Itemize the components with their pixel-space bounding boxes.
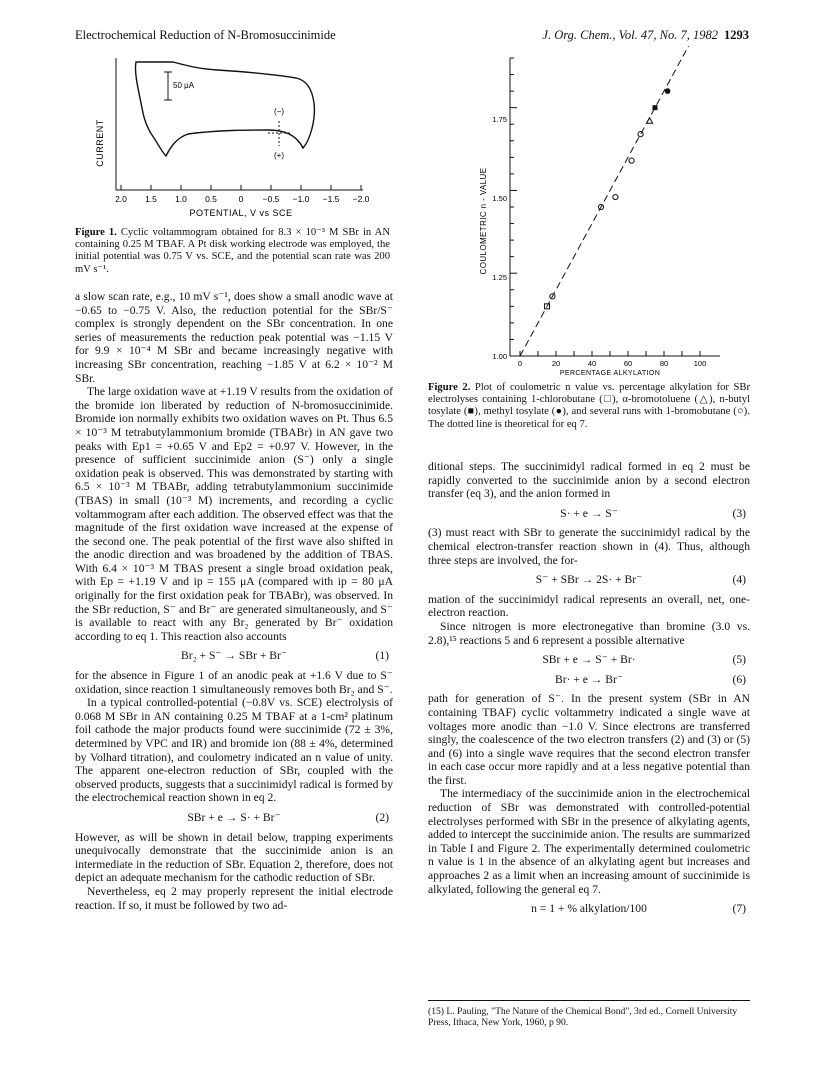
footnote-15: (15) L. Pauling, "The Nature of the Chemical Bond", 3rd ed., Cornell University Press, Ithaca, New York, 1960, p 90.: [428, 1006, 738, 1028]
right-paragraph: The intermediacy of the succinimide anion in the electrochemical reduction of SBr was demonstrated with controlled-potential electrolyses performed with SBr in the presence of alkylating agents, added to intercept the succinimide anion. The results are summarized in Table I and Figure 2. The experimentally determined coulometric n value is 1 in the absence of an alkylating agent but increases and approaches 2 as a limit when an increasing amount of succinimide is alkylated, following the general eq 7.: [428, 787, 750, 896]
fig1-xtick-label: −1.0: [292, 194, 310, 204]
equation-number: (3): [732, 506, 746, 520]
right-column: [428, 460, 750, 922]
right-paragraph: (3) must react with SBr to generate the succinimidyl radical by the chemical electron-transfer reaction shown in (4). Thus, although three steps are involved, the for-: [428, 526, 750, 567]
fig2-xtick-label: 80: [659, 359, 669, 368]
equation-4: [428, 573, 750, 587]
fig2-xtick-label: 20: [551, 359, 561, 368]
fig2-point-1-bromobutane: [629, 158, 634, 163]
fig1-label-plus: (+): [274, 151, 284, 160]
fig1-scale-label: 50 μA: [173, 81, 195, 90]
equation-6: [428, 673, 750, 687]
fig1-xtick-label: −1.5: [322, 194, 340, 204]
left-paragraph: for the absence in Figure 1 of an anodic peak at +1.6 V due to S⁻ oxidation, since reaction 1 simultaneously removes both Br₂ and S⁻.: [75, 669, 393, 696]
figure-2-scatter-plot: [470, 46, 740, 376]
left-paragraph: The large oxidation wave at +1.19 V results from the oxidation of the bromide ion liberated by reduction of N-bromosuccinimide. Bromide ion normally exhibits two oxidation waves on Pt. Thus 6.5 × 10⁻³ M tetrabutylammonium bromide (TBABr) in AN gave two peaks with Ep1 = +0.65 V and Ep2 = +0.97 V. However, in the presence of sufficient succinimide anion (S⁻) only a single oxidation peak is observed. This was demonstrated by starting with 6.5 × 10⁻³ M TBABr, adding tetrabutylammonium succinimide (TBAS) in small (10⁻³ M) increments, and recording a cyclic voltammogram after each addition. The observed effect was that the magnitude of the first oxidation wave increased at the expense of the second one. The peak potential of the first wave also shifted in the anodic direction and was broadened by the addition of TBAS. With 6.4 × 10⁻³ M TBAS present a single broad oxidation peak, with Ep = +1.19 V and ip = 155 μA (compared with ip = 80 μA originally for the first oxidation peak for TBABr), was observed. In the SBr reduction, S⁻ and Br⁻ are generated simultaneously, and S⁻ is available to react with any Br₂ generated by Br⁻ oxidation according to eq 1. This reaction also accounts: [75, 385, 393, 643]
equation-text: Br₂ + S⁻ → SBr + Br⁻: [180, 649, 288, 663]
equation-text: SBr + e → S⁻ + Br·: [542, 653, 636, 667]
equation-number: (7): [732, 902, 746, 916]
equation-number: (2): [375, 810, 389, 824]
right-paragraph: mation of the succinimidyl radical represents an overall, net, one-electron reaction.: [428, 592, 750, 620]
fig2-point-1-bromobutane: [613, 194, 618, 199]
fig2-ytick-label: 1.25: [492, 273, 507, 282]
right-paragraph: Since nitrogen is more electronegative than bromine (3.0 vs. 2.8),¹⁵ reactions 5 and 6 represent a possible alternative: [428, 619, 750, 647]
fig2-ytick-label: 1.00: [492, 352, 507, 361]
running-header-title: Electrochemical Reduction of N-Bromosuccinimide: [75, 28, 336, 42]
fig1-xtick-label: 1.5: [145, 194, 157, 204]
equation-3: [428, 507, 750, 521]
fig2-xtick-label: 100: [693, 359, 707, 368]
fig1-caption-label: Figure 1.: [75, 227, 117, 238]
fig1-xtick-label: 0.5: [205, 194, 217, 204]
equation-5: [428, 653, 750, 667]
fig2-xtick-label: 60: [623, 359, 633, 368]
left-paragraph: a slow scan rate, e.g., 10 mV s⁻¹, does show a small anodic wave at −0.65 to −0.75 V. Also, the reduction potential for the SBr/S⁻ complex is strongly dependent on the SBr concentration. In one series of measurements the reduction peak potential was −1.15 V for 9.9 × 10⁻⁴ M SBr and became increasingly negative with increasing SBr concentration, reaching −1.85 V at 6.2 × 10⁻² M SBr.: [75, 290, 393, 385]
equation-7: [428, 902, 750, 916]
equation-number: (1): [375, 649, 389, 663]
fig2-ytick-label: 1.50: [492, 194, 507, 203]
equation-number: (6): [732, 672, 746, 686]
fig1-xtick-label: 1.0: [175, 194, 187, 204]
fig1-xlabel: POTENTIAL, V vs SCE: [189, 208, 293, 218]
fig1-xticks: [121, 185, 361, 190]
left-column: [75, 290, 393, 912]
fig2-xtick-label: 0: [517, 359, 523, 368]
equation-text: SBr + e → S· + Br⁻: [187, 810, 281, 824]
right-paragraph: path for generation of S⁻. In the present system (SBr in AN containing TBAF) cyclic voltammetry indicated a single wave at voltages more anodic than −1.0 V. Since electrons are transferred singly, the coalescence of the two electron transfers (2) and (3) or (5) and (6) into a single wave requires that the second electron transfer in each case occur more rapidly and at a less negative potential than the first.: [428, 692, 750, 787]
equation-1: [75, 649, 393, 663]
fig2-caption-text: Plot of coulometric n value vs. percentage alkylation for SBr electrolyses containing 1-chlorobutane (□), α-bromotoluene (△), n-butyl tosylate (■), methyl tosylate (●), and several runs with 1-bromobutane (○). The dotted line is theoretical for eq 7.: [428, 382, 750, 430]
left-paragraph: In a typical controlled-potential (−0.8V vs. SCE) electrolysis of 0.068 M SBr in AN containing 0.25 M TBAF at a 1-cm² platinum foil cathode the major products found were succinimide (72 ± 3%, determined by VPC and IR) and bromide ion (88 ± 4%, determined by Volhard titration), and coulometry indicated an n value of unity. The apparent one-electron reduction of SBr, coupled with the observed products, suggests that a succinimidyl radical is formed by the electrochemical reaction shown in eq 2.: [75, 696, 393, 805]
fig1-scale-bar: [164, 72, 172, 100]
fig2-ylabel: COULOMETRIC n - VALUE: [479, 167, 488, 275]
equation-2: [75, 811, 393, 825]
left-paragraph: However, as will be shown in detail below, trapping experiments unequivocally demonstrate that the succinimide anion is an intermediate in the reduction of SBr. Equation 2, therefore, does not depict an adequate mechanism for the cathodic reduction of SBr.: [75, 830, 393, 885]
fig1-ylabel: CURRENT: [95, 119, 105, 167]
figure-2-caption: [428, 382, 750, 431]
equation-text: S· + e → S⁻: [560, 506, 618, 520]
fig1-voltammogram-curve: [135, 62, 314, 156]
fig1-caption-text: Cyclic voltammogram obtained for 8.3 × 10⁻³ M SBr in AN containing 0.25 M TBAF. A Pt disk working electrode was employed, the initial potential was 0.75 V vs. SCE, and the potential scan rate was 200 mV s⁻¹.: [75, 227, 390, 275]
fig1-xtick-label: −0.5: [262, 194, 280, 204]
fig2-caption-label: Figure 2.: [428, 382, 471, 393]
right-paragraph: ditional steps. The succinimidyl radical formed in eq 2 must be rapidly converted to the succinimide anion by a second electron transfer (eq 3), and the anion formed in: [428, 460, 750, 501]
fig2-xtick-label: 40: [587, 359, 597, 368]
fig1-xtick-label: 2.0: [115, 194, 127, 204]
equation-text: n = 1 + % alkylation/100: [531, 902, 647, 916]
equation-text: Br· + e → Br⁻: [554, 672, 624, 686]
fig1-xtick-label: −2.0: [352, 194, 370, 204]
equation-number: (5): [732, 653, 746, 667]
footnote-rule: [428, 1000, 750, 1001]
left-paragraph: Nevertheless, eq 2 may properly represent the initial electrode reaction. If so, it must be followed by two ad-: [75, 884, 393, 912]
fig2-xlabel: PERCENTAGE ALKYLATION: [559, 370, 661, 376]
figure-1-caption: [75, 227, 390, 276]
fig1-label-minus: (−): [274, 107, 284, 116]
fig2-point-1-bromobutane: [638, 132, 643, 137]
fig2-ytick-label: 1.75: [492, 115, 507, 124]
page-number: 1293: [724, 28, 749, 42]
fig2-theoretical-line: [520, 46, 700, 356]
fig1-xtick-label: 0: [238, 194, 244, 204]
journal-citation: J. Org. Chem., Vol. 47, No. 7, 1982: [542, 28, 718, 42]
equation-number: (4): [732, 573, 746, 587]
fig2-point-methyl-tosylate: [665, 88, 671, 94]
running-header-journal: [542, 28, 749, 43]
figure-1-voltammogram: [78, 48, 388, 223]
equation-text: S⁻ + SBr → 2S· + Br⁻: [535, 573, 643, 587]
